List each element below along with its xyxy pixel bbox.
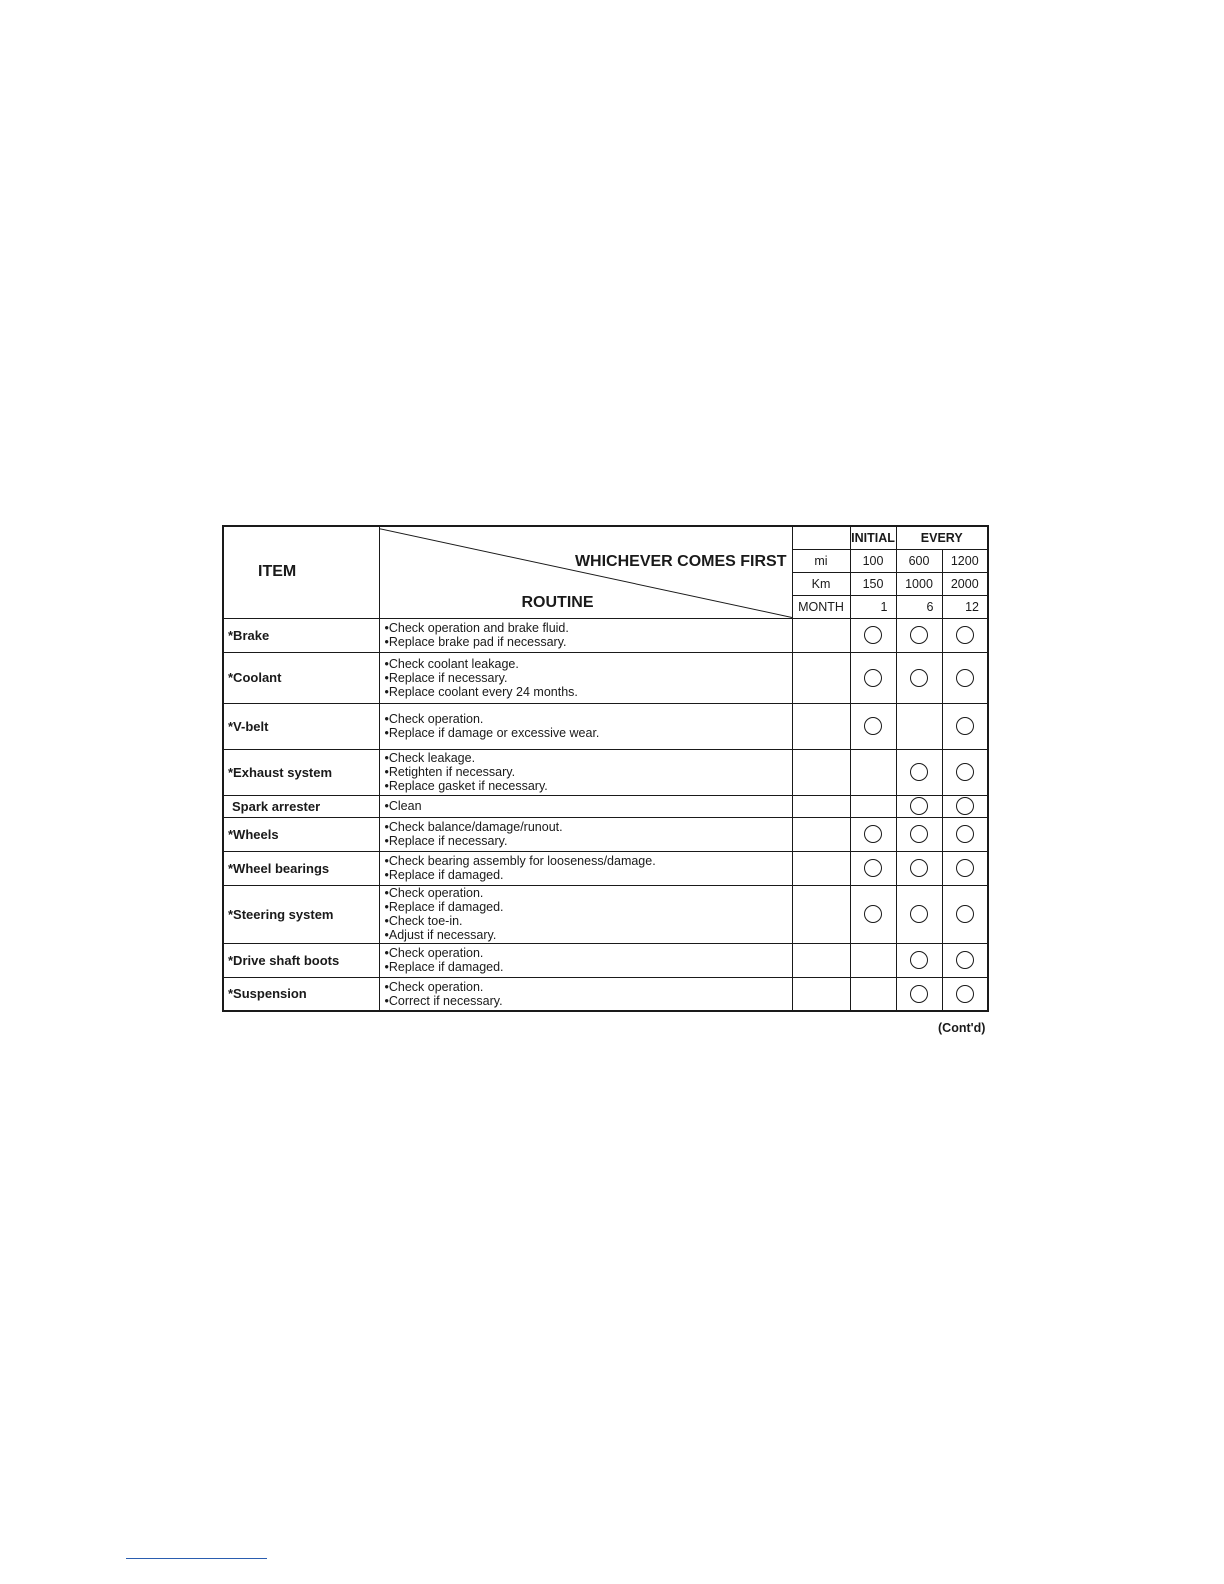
interval-cell bbox=[896, 817, 942, 851]
item-name: Spark arrester bbox=[223, 795, 379, 817]
inspect-circle-icon bbox=[910, 669, 928, 687]
routine-cell bbox=[379, 749, 792, 795]
interval-cell bbox=[850, 618, 896, 652]
routine-line: •Check bearing assembly for looseness/damage. bbox=[384, 854, 656, 868]
routine-line: •Check toe-in. bbox=[384, 914, 463, 928]
interval-cell bbox=[896, 703, 942, 749]
table-row bbox=[223, 703, 988, 749]
blank-cell bbox=[792, 885, 850, 943]
inspect-circle-icon bbox=[910, 905, 928, 923]
every-header: EVERY bbox=[896, 526, 988, 549]
blank-header-cell bbox=[792, 526, 850, 549]
routine-cell bbox=[379, 977, 792, 1011]
routine-cell bbox=[379, 851, 792, 885]
inspect-circle-icon bbox=[956, 905, 974, 923]
inspect-circle-icon bbox=[956, 669, 974, 687]
unit-value: 1 bbox=[850, 595, 896, 618]
routine-line: •Replace brake pad if necessary. bbox=[384, 635, 567, 649]
interval-cell bbox=[942, 795, 988, 817]
unit-value: 150 bbox=[850, 572, 896, 595]
table-row bbox=[223, 851, 988, 885]
routine-line: •Replace if damage or excessive wear. bbox=[384, 726, 600, 740]
inspect-circle-icon bbox=[910, 985, 928, 1003]
routine-line: •Replace if necessary. bbox=[384, 670, 508, 685]
routine-cell bbox=[379, 618, 792, 652]
interval-cell bbox=[896, 652, 942, 703]
item-name: *V-belt bbox=[223, 703, 379, 749]
table-row bbox=[223, 943, 988, 977]
inspect-circle-icon bbox=[956, 985, 974, 1003]
blank-cell bbox=[792, 817, 850, 851]
inspect-circle-icon bbox=[864, 669, 882, 687]
interval-cell bbox=[896, 885, 942, 943]
inspect-circle-icon bbox=[956, 859, 974, 877]
footer-rule bbox=[126, 1558, 267, 1559]
interval-cell bbox=[942, 851, 988, 885]
inspect-circle-icon bbox=[864, 905, 882, 923]
inspect-circle-icon bbox=[864, 825, 882, 843]
interval-cell bbox=[942, 817, 988, 851]
blank-cell bbox=[792, 943, 850, 977]
interval-cell bbox=[942, 885, 988, 943]
routine-line: •Adjust if necessary. bbox=[384, 928, 497, 942]
unit-label: MONTH bbox=[792, 595, 850, 618]
routine-line: •Retighten if necessary. bbox=[384, 765, 516, 779]
interval-cell bbox=[896, 795, 942, 817]
routine-line: •Check operation. bbox=[384, 712, 484, 726]
interval-cell bbox=[896, 749, 942, 795]
blank-cell bbox=[792, 703, 850, 749]
blank-cell bbox=[792, 795, 850, 817]
whichever-comes-first-label: WHICHEVER COMES FIRST bbox=[574, 553, 787, 570]
interval-cell bbox=[850, 703, 896, 749]
routine-line: •Check operation. bbox=[384, 979, 484, 994]
item-name: *Exhaust system bbox=[223, 749, 379, 795]
unit-value: 600 bbox=[896, 549, 942, 572]
table-row bbox=[223, 885, 988, 943]
interval-cell bbox=[850, 817, 896, 851]
table-row bbox=[223, 652, 988, 703]
interval-cell bbox=[896, 618, 942, 652]
interval-cell bbox=[942, 703, 988, 749]
interval-cell bbox=[896, 977, 942, 1011]
routine-line: •Correct if necessary. bbox=[384, 993, 503, 1008]
interval-cell bbox=[850, 885, 896, 943]
interval-cell bbox=[942, 749, 988, 795]
routine-cell bbox=[379, 652, 792, 703]
inspect-circle-icon bbox=[956, 763, 974, 781]
routine-cell bbox=[379, 885, 792, 943]
blank-cell bbox=[792, 749, 850, 795]
interval-cell bbox=[942, 977, 988, 1011]
inspect-circle-icon bbox=[910, 626, 928, 644]
item-name: *Wheel bearings bbox=[223, 851, 379, 885]
blank-cell bbox=[792, 652, 850, 703]
inspect-circle-icon bbox=[864, 859, 882, 877]
inspect-circle-icon bbox=[956, 951, 974, 969]
maintenance-schedule-table bbox=[222, 525, 989, 1012]
unit-value: 1200 bbox=[942, 549, 988, 572]
routine-line: •Replace coolant every 24 months. bbox=[384, 684, 578, 699]
table-row bbox=[223, 977, 988, 1011]
inspect-circle-icon bbox=[910, 763, 928, 781]
routine-column-header: ROUTINE bbox=[521, 593, 594, 611]
interval-cell bbox=[942, 618, 988, 652]
table-row bbox=[223, 749, 988, 795]
routine-line: •Check operation. bbox=[384, 946, 484, 960]
table-row bbox=[223, 817, 988, 851]
inspect-circle-icon bbox=[910, 951, 928, 969]
routine-line: •Replace if damaged. bbox=[384, 900, 504, 914]
unit-value: 100 bbox=[850, 549, 896, 572]
blank-cell bbox=[792, 977, 850, 1011]
routine-line: •Check coolant leakage. bbox=[384, 656, 519, 671]
routine-line: •Check balance/damage/runout. bbox=[384, 820, 563, 834]
interval-cell bbox=[896, 943, 942, 977]
item-column-header: ITEM bbox=[223, 526, 379, 618]
interval-cell bbox=[850, 851, 896, 885]
routine-line: •Replace if damaged. bbox=[384, 868, 504, 882]
routine-line: •Check leakage. bbox=[384, 751, 476, 765]
inspect-circle-icon bbox=[910, 797, 928, 815]
interval-cell bbox=[850, 749, 896, 795]
table-row bbox=[223, 795, 988, 817]
routine-cell bbox=[379, 703, 792, 749]
interval-cell bbox=[942, 943, 988, 977]
inspect-circle-icon bbox=[956, 825, 974, 843]
routine-cell bbox=[379, 943, 792, 977]
blank-cell bbox=[792, 618, 850, 652]
inspect-circle-icon bbox=[956, 717, 974, 735]
item-name: *Drive shaft boots bbox=[223, 943, 379, 977]
interval-cell bbox=[850, 943, 896, 977]
blank-cell bbox=[792, 851, 850, 885]
table-row bbox=[223, 618, 988, 652]
inspect-circle-icon bbox=[956, 626, 974, 644]
unit-value: 12 bbox=[942, 595, 988, 618]
interval-cell bbox=[850, 977, 896, 1011]
inspect-circle-icon bbox=[864, 626, 882, 644]
interval-cell bbox=[850, 652, 896, 703]
routine-line: •Check operation and brake fluid. bbox=[384, 621, 569, 635]
inspect-circle-icon bbox=[956, 797, 974, 815]
routine-cell bbox=[379, 817, 792, 851]
unit-label: mi bbox=[792, 549, 850, 572]
routine-cell bbox=[379, 795, 792, 817]
unit-label: Km bbox=[792, 572, 850, 595]
inspect-circle-icon bbox=[910, 825, 928, 843]
item-name: *Brake bbox=[223, 618, 379, 652]
unit-value: 6 bbox=[896, 595, 942, 618]
routine-line: •Check operation. bbox=[384, 886, 484, 900]
interval-cell bbox=[896, 851, 942, 885]
routine-line: •Clean bbox=[384, 799, 422, 813]
routine-line: •Replace if necessary. bbox=[384, 834, 508, 848]
item-name: *Suspension bbox=[223, 977, 379, 1011]
unit-value: 2000 bbox=[942, 572, 988, 595]
inspect-circle-icon bbox=[864, 717, 882, 735]
interval-cell bbox=[942, 652, 988, 703]
inspect-circle-icon bbox=[910, 859, 928, 877]
continued-label: (Cont'd) bbox=[938, 1021, 986, 1035]
unit-value: 1000 bbox=[896, 572, 942, 595]
routine-diagonal-header bbox=[379, 526, 792, 618]
routine-line: •Replace gasket if necessary. bbox=[384, 779, 548, 793]
item-name: *Wheels bbox=[223, 817, 379, 851]
interval-cell bbox=[850, 795, 896, 817]
initial-header: INITIAL bbox=[850, 526, 896, 549]
item-name: *Coolant bbox=[223, 652, 379, 703]
item-name: *Steering system bbox=[223, 885, 379, 943]
routine-line: •Replace if damaged. bbox=[384, 960, 504, 974]
header-row-group bbox=[223, 526, 988, 549]
